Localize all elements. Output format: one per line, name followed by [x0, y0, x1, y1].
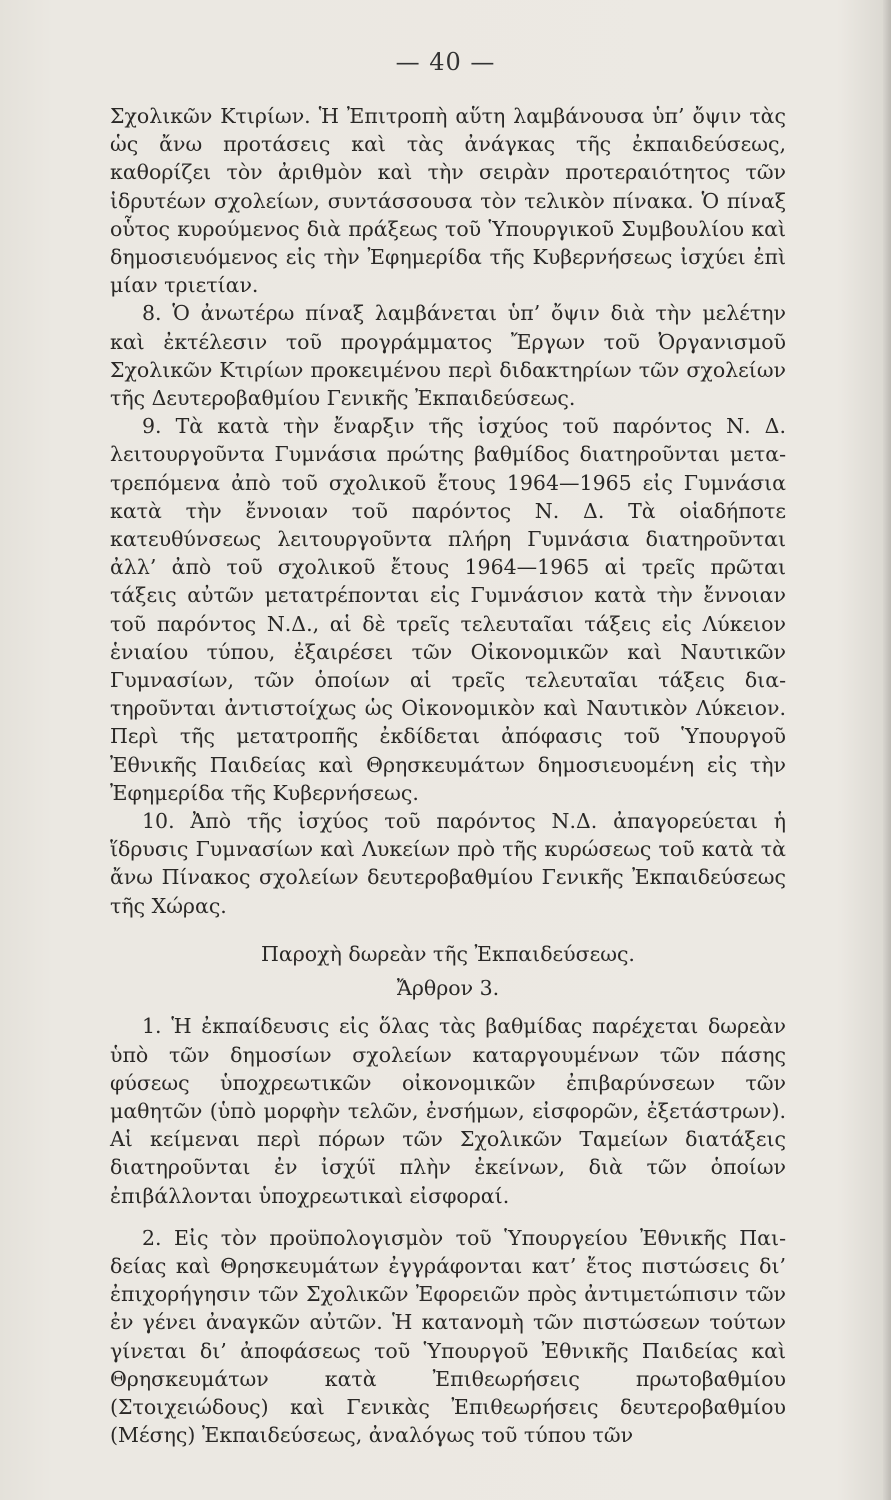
paragraph-continuation: Σχολικῶν Κτιρίων. Ἡ Ἐπιτροπὴ αὕτη λαμβάνουσα ὑπ’ ὄψιν τὰς ὡς ἄνω προτάσεις καὶ τὰς ἀνάγκας τῆς ἐκπαιδεύσεως, καθορίζει τὸν ἀριθμὸν καὶ τὴν σειρὰν προτεραιότητος τῶν ἱδρυτέων σχολείων, συντάσσουσα τὸν τελικὸν πίνακα. Ὁ πίναξ οὗτος κυρούμενος διὰ πράξεως τοῦ Ὑπουργικοῦ Συμβουλίου καὶ δημοσιευόμενος εἰς τὴν Ἐφημερίδα τῆς Κυβερνήσεως ἰσχύει ἐπὶ μίαν τριετίαν. — [110, 104, 786, 298]
paragraph-10: 10. Ἀπὸ τῆς ἰσχύος τοῦ παρόντος Ν.Δ. ἀπαγορεύεται ἡ ἵδρυσις Γυμνασίων καὶ Λυκείων πρὸ τῆς κυρώσεως τοῦ κατὰ τὰ ἄνω Πίνακος σχολείων δευτεροβαθμίου Γενικῆς Ἐκπαιδεύσεως τῆς Χώρας. — [110, 809, 786, 918]
body-text — [110, 102, 786, 1449]
paragraph-9: 9. Τὰ κατὰ τὴν ἔναρξιν τῆς ἰσχύος τοῦ παρόντος Ν. Δ. λειτουργοῦντα Γυμνάσια πρώτης βαθμίδος διατηροῦνται μετατρεπόμενα ἀπὸ τοῦ σχολικοῦ ἔτους 1964—1965 εἰς Γυμνάσια κατὰ τὴν ἔννοιαν τοῦ παρόντος Ν. Δ. Τὰ οἱαδήποτε κατευθύνσεως λειτουργοῦντα πλήρη Γυμνάσια διατηροῦνται ἀλλ’ ἀπὸ τοῦ σχολικοῦ ἔτους 1964—1965 αἱ τρεῖς πρῶται τάξεις αὐτῶν μετατρέπονται εἰς Γυμνάσιον κατὰ τὴν ἔννοιαν τοῦ παρόντος Ν.Δ., αἱ δὲ τρεῖς τελευταῖαι τάξεις εἰς Λύκειον ἑνιαίου τύπου, ἐξαιρέσει τῶν Οἰκονομικῶν καὶ Ναυτικῶν Γυμνασίων, τῶν ὁποίων αἱ τρεῖς τελευταῖαι τάξεις διατηροῦνται ἀντιστοίχως ὡς Οἰκονομικὸν καὶ Ναυτικὸν Λύκειον. Περὶ τῆς μετατροπῆς ἐκδίδεται ἀπόφασις τοῦ Ὑπουργοῦ Ἐθνικῆς Παιδείας καὶ Θρησκευμάτων δημοσιευομένη εἰς τὴν Ἐφημερίδα τῆς Κυβερνήσεως. — [110, 414, 786, 805]
page-number: — 40 — — [395, 48, 496, 76]
page-edge-shadow — [883, 0, 891, 1500]
paragraph-8: 8. Ὁ ἀνωτέρω πίναξ λαμβάνεται ὑπ’ ὄψιν διὰ τὴν μελέτην καὶ ἐκτέλεσιν τοῦ προγράμματος Ἔργων τοῦ Ὀργανισμοῦ Σχολικῶν Κτιρίων προκειμένου περὶ διδακτηρίων τῶν σχολείων τῆς Δευτεροβαθμίου Γενικῆς Ἐκπαιδεύσεως. — [110, 301, 786, 411]
article-3-paragraph-2: 2. Εἰς τὸν προϋπολογισμὸν τοῦ Ὑπουργείου Ἐθνικῆς Παιδείας καὶ Θρησκευμάτων ἐγγράφονται κατ’ ἔτος πιστώσεις δι’ ἐπιχορήγησιν τῶν Σχολικῶν Ἐφορειῶν πρὸς ἀντιμετώπισιν τῶν ἐν γένει ἀναγκῶν αὐτῶν. Ἡ κατανομὴ τῶν πιστώσεων τούτων γίνεται δι’ ἀποφάσεως τοῦ Ὑπουργοῦ Ἐθνικῆς Παιδείας καὶ Θρησκευμάτων κατὰ Ἐπιθεωρήσεις πρωτοβαθμίου (Στοιχειώδους) καὶ Γενικὰς Ἐπιθεωρήσεις δευτεροβαθμίου (Μέσης) Ἐκπαιδεύσεως, ἀναλόγως τοῦ τύπου τῶν — [110, 1225, 786, 1448]
article-3-paragraph-1: 1. Ἡ ἐκπαίδευσις εἰς ὅλας τὰς βαθμίδας παρέχεται δωρεὰν ὑπὸ τῶν δημοσίων σχολείων καταργουμένων τῶν πάσης φύσεως ὑποχρεωτικῶν οἰκονομικῶν ἐπιβαρύνσεων τῶν μαθητῶν (ὑπὸ μορφὴν τελῶν, ἐνσήμων, εἰσφορῶν, ἐξετάστρων). Αἱ κείμεναι περὶ πόρων τῶν Σχολικῶν Ταμείων διατάξεις διατηροῦνται ἐν ἰσχύϊ πλὴν ἐκείνων, διὰ τῶν ὁποίων ἐπιβάλλονται ὑποχρεωτικαὶ εἰσφοραί. — [110, 1014, 786, 1208]
article-heading: Ἄρθρον 3. — [396, 976, 500, 1001]
section-heading: Παροχὴ δωρεὰν τῆς Ἐκπαιδεύσεως. — [261, 941, 635, 966]
